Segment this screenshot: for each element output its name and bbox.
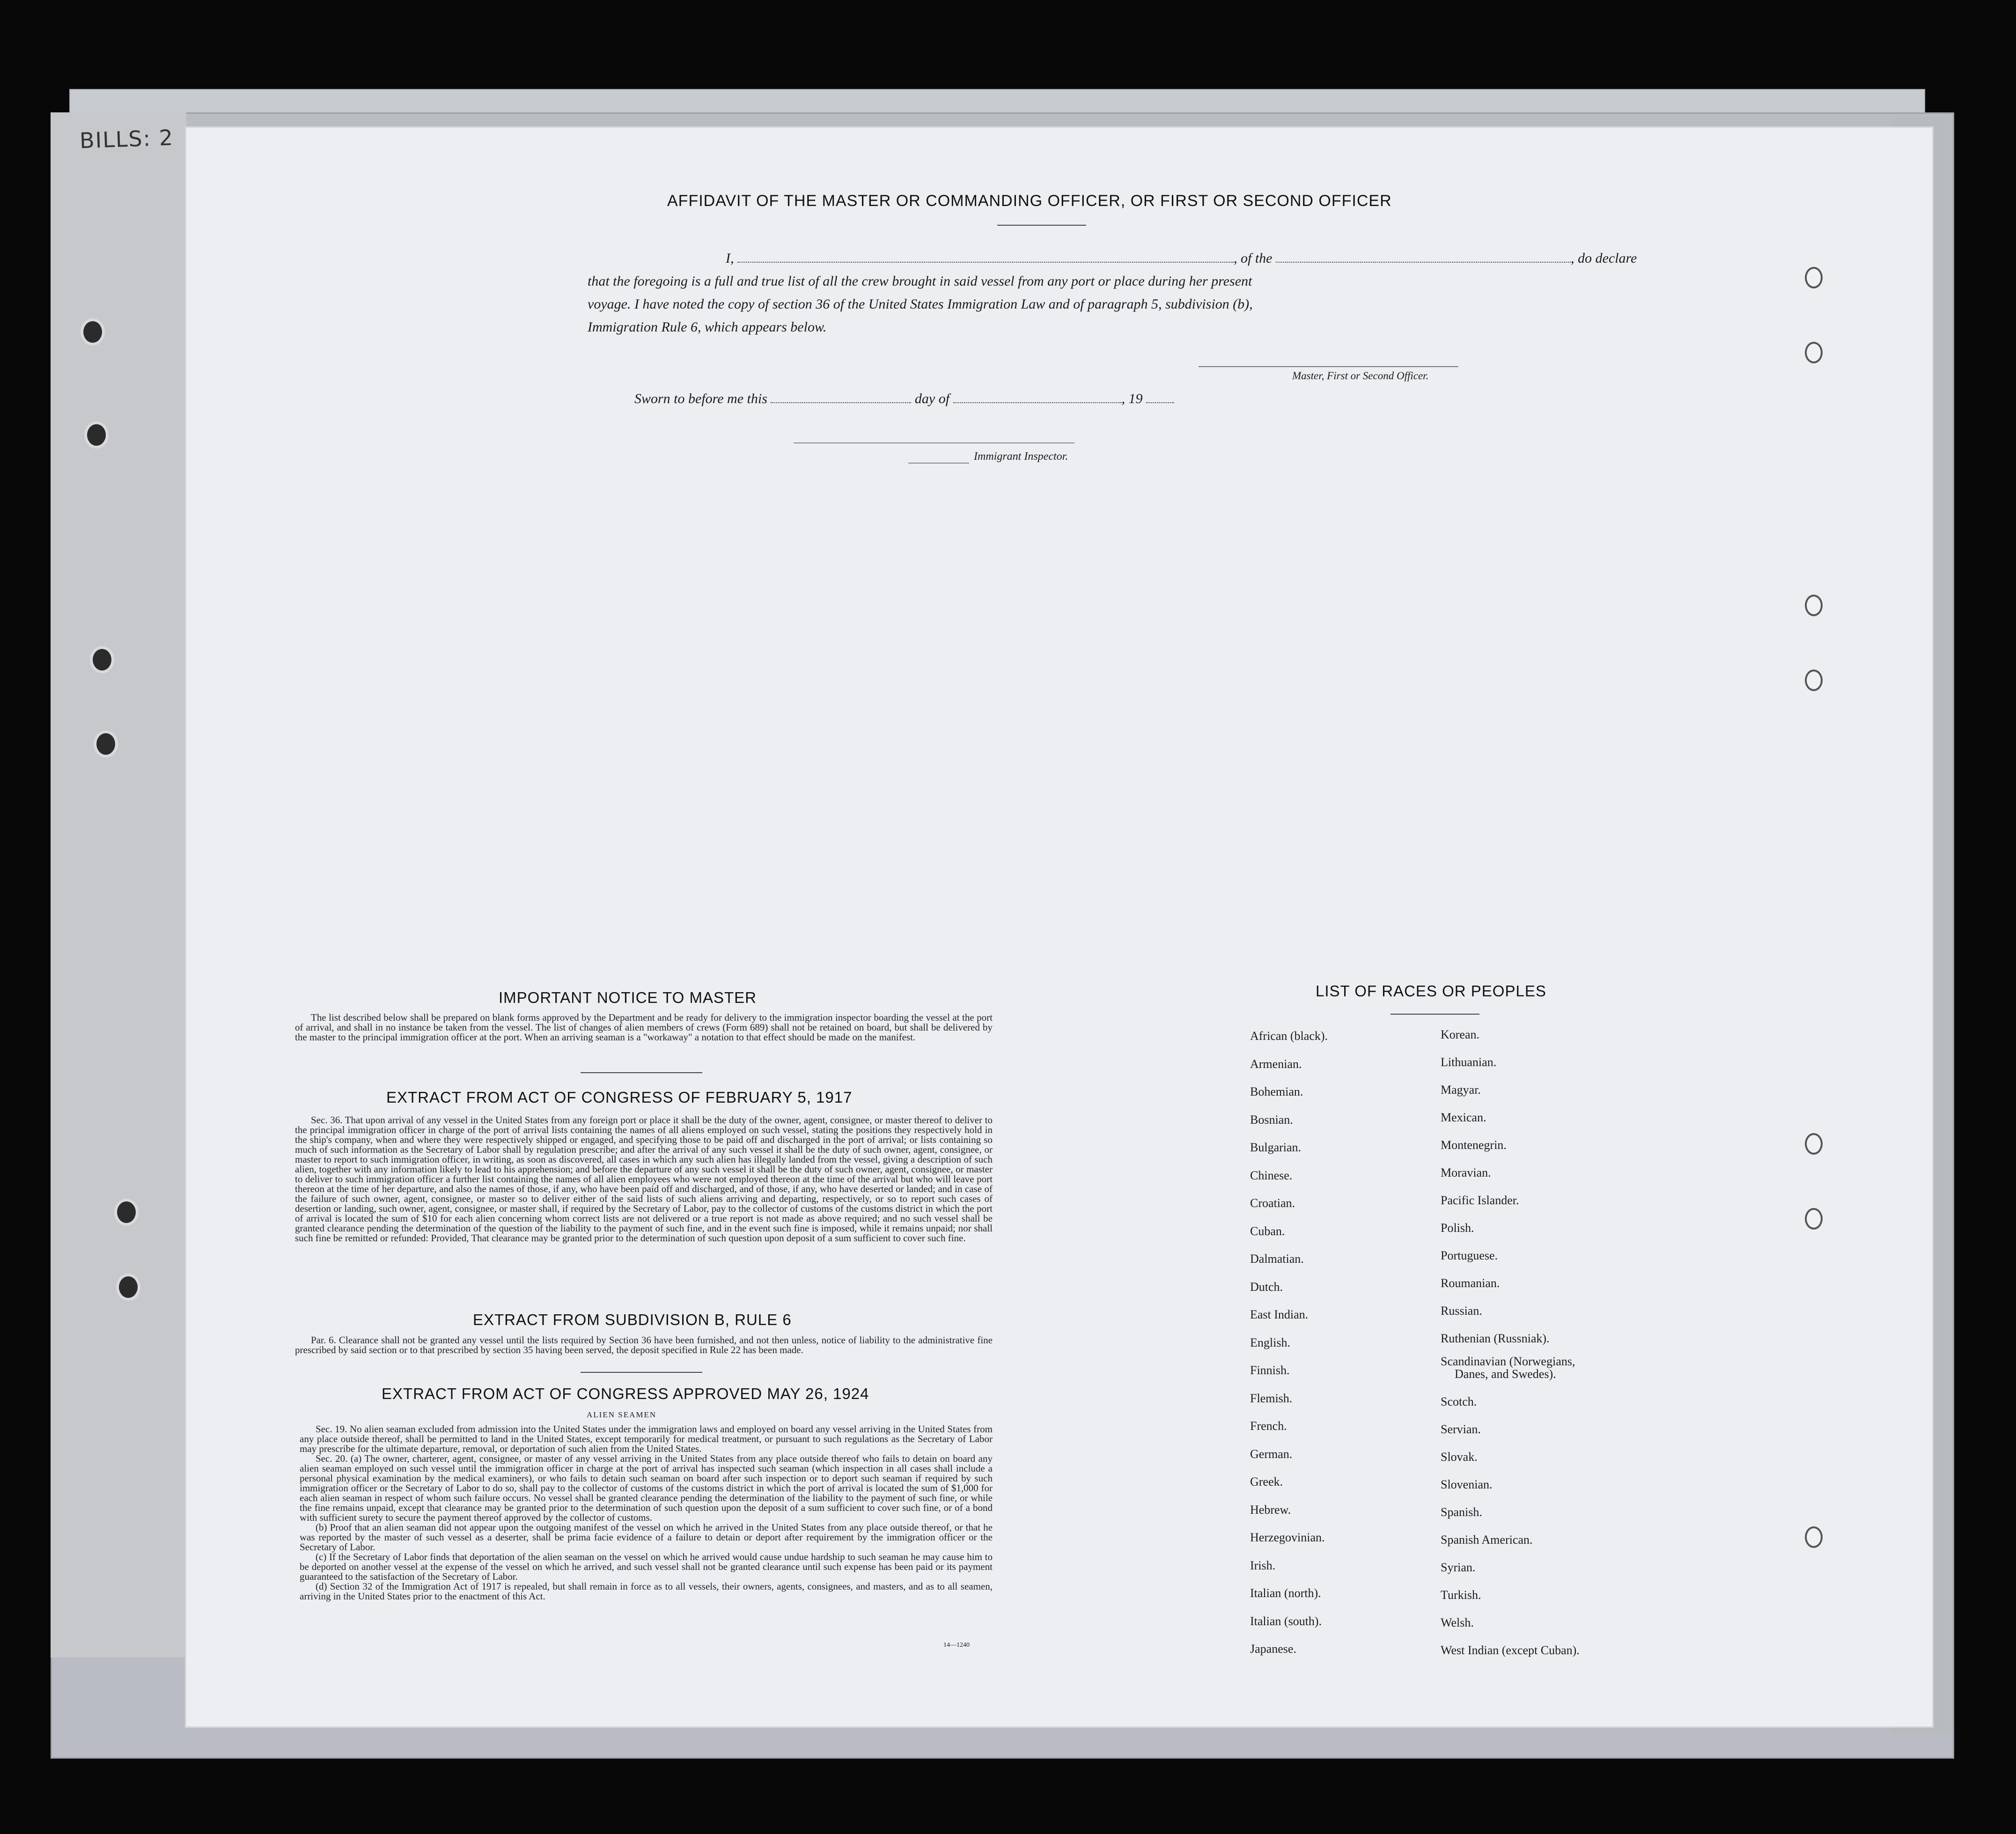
form-number: 14—1240 [943, 1642, 970, 1649]
signature-line[interactable] [1199, 366, 1458, 367]
race-item: Lithuanian. [1441, 1055, 1497, 1069]
race-item: Herzegovinian. [1250, 1531, 1325, 1544]
affidavit-title: AFFIDAVIT OF THE MASTER OR COMMANDING OFFICER, OR FIRST OR SECOND OFFICER [667, 192, 1392, 210]
race-item: Montenegrin. [1441, 1138, 1507, 1152]
race-item: Italian (south). [1250, 1614, 1322, 1628]
race-item: Japanese. [1250, 1642, 1296, 1656]
binder-hole [94, 730, 118, 758]
punch-hole [1805, 1133, 1823, 1155]
divider [1391, 1014, 1479, 1015]
race-item: Scandinavian (Norwegians, [1441, 1355, 1575, 1368]
race-item: Slovenian. [1441, 1478, 1493, 1491]
inspector-line[interactable] [794, 442, 1074, 443]
race-item: Welsh. [1441, 1616, 1474, 1629]
divider [581, 1372, 702, 1373]
race-item: East Indian. [1250, 1308, 1309, 1321]
divider [997, 225, 1086, 226]
name-blank[interactable] [737, 262, 1234, 263]
affidavit-line-3: voyage. I have noted the copy of section 36 of the United States Immigration Law and of paragraph 5, subdivision (b), [588, 296, 1253, 312]
month-blank[interactable] [953, 402, 1122, 403]
race-item: Mexican. [1441, 1111, 1486, 1124]
race-item: African (black). [1250, 1029, 1328, 1043]
race-item: Italian (north). [1250, 1586, 1321, 1600]
race-item: Russian. [1441, 1304, 1482, 1318]
divider [581, 1072, 702, 1073]
binder-hole [90, 646, 114, 673]
notice-text: The list described below shall be prepared on blank forms approved by the Department and be ready for delivery to the immigration inspector boarding the vessel at the port of arrival, and shall in no instance be taken from the vessel. The list of changes of alien members of crews (Form 689) shall not be retained on board, but shall be delivered by the master to the principal immigration officer at the port. When an arriving seaman is a "workaway" a notation to that effect should be made on the manifest. [295, 1012, 993, 1043]
extract-1917-title: EXTRACT FROM ACT OF CONGRESS OF FEBRUARY 5, 1917 [386, 1089, 853, 1106]
punch-hole [1805, 595, 1823, 616]
sec-20b-text: (b) Proof that an alien seaman did not appear upon the outgoing manifest of the vessel on which he arrived in the United States from any place outside thereof, or that he was reported by the master of such vessel as a deserter, shall be prima facie evidence of a failure to detain or deport after requirement by the immigration officer or the Secretary of Labor. [300, 1522, 993, 1553]
punch-hole [1805, 267, 1823, 288]
day-of-label: day of [914, 391, 950, 406]
extract-rule6-text: Par. 6. Clearance shall not be granted any vessel until the lists required by Section 36 have been furnished, and not then unless, notice of liability to the administrative fine prescribed by said section or to that prescribed by section 35 having been served, the deposit specified in Rule 22 has been made. [295, 1334, 993, 1355]
race-item: Turkish. [1441, 1588, 1481, 1602]
race-item: Danes, and Swedes). [1455, 1367, 1556, 1381]
extract-rule6-title: EXTRACT FROM SUBDIVISION B, RULE 6 [473, 1311, 792, 1328]
race-item: Servian. [1441, 1422, 1481, 1436]
race-item: Flemish. [1250, 1391, 1293, 1405]
race-item: Croatian. [1250, 1196, 1295, 1210]
race-item: Greek. [1250, 1475, 1283, 1488]
signature-caption: Master, First or Second Officer. [1292, 370, 1429, 382]
binder-hole [116, 1274, 140, 1301]
extract-rule6-body [295, 1335, 993, 1355]
binder-strip [51, 112, 186, 1657]
affidavit-line-2: that the foregoing is a full and true list of all the crew brought in said vessel from any port or place during her present [588, 273, 1252, 289]
race-item: Magyar. [1441, 1083, 1481, 1097]
affidavit-line-4: Immigration Rule 6, which appears below. [588, 319, 827, 335]
notice-title: IMPORTANT NOTICE TO MASTER [499, 989, 757, 1006]
race-item: Bohemian. [1250, 1085, 1303, 1098]
affidavit-declare: , do declare [1571, 250, 1637, 266]
race-item: Finnish. [1250, 1363, 1290, 1377]
race-item: Bosnian. [1250, 1112, 1293, 1127]
race-item: Roumanian. [1441, 1276, 1500, 1290]
sec-19-text: Sec. 19. No alien seaman excluded from admission into the United States under the immigration laws and employed on board any vessel arriving in the United States from any place outside thereof, shall be permitted to land in the United States, except temporarily for medical treatment, or pursuant to such regulations as the Secretary of Labor may prescribe for the ultimate departure, removal, or deportation of such alien from the United States. [300, 1423, 993, 1454]
race-item: German. [1250, 1447, 1293, 1461]
day-blank[interactable] [771, 402, 911, 403]
affidavit-line-1 [726, 250, 1637, 266]
binder-hole [81, 318, 105, 346]
punch-hole [1805, 342, 1823, 363]
sworn-label: Sworn to before me this [634, 391, 767, 406]
binder-hole [84, 421, 109, 449]
punch-hole [1805, 670, 1823, 691]
race-item: Dalmatian. [1250, 1252, 1304, 1266]
punch-hole [1805, 1208, 1823, 1230]
race-item: Slovak. [1441, 1450, 1478, 1464]
race-item: West Indian (except Cuban). [1441, 1643, 1580, 1657]
race-item: Ruthenian (Russniak). [1441, 1332, 1550, 1345]
race-item: Dutch. [1250, 1280, 1283, 1294]
extract-1924-body [300, 1424, 993, 1601]
manifest-page [185, 126, 1934, 1728]
race-item: Polish. [1441, 1221, 1474, 1235]
race-item: Portuguese. [1441, 1249, 1498, 1262]
race-item: Korean. [1441, 1028, 1480, 1041]
vessel-blank[interactable] [1276, 262, 1571, 263]
race-item: Moravian. [1441, 1166, 1491, 1179]
race-item: Scotch. [1441, 1395, 1477, 1408]
race-item: Hebrew. [1250, 1503, 1291, 1517]
race-item: Chinese. [1250, 1168, 1293, 1182]
race-item: Bulgarian. [1250, 1141, 1302, 1154]
race-item: Spanish. [1441, 1505, 1482, 1519]
race-item: Spanish American. [1441, 1533, 1533, 1547]
race-item: English. [1250, 1335, 1290, 1349]
sec-20d-text: (d) Section 32 of the Immigration Act of 1917 is repealed, but shall remain in force as to all vessels, their owners, agents, consignees, and masters, and as to all seamen, arriving in the United States prior to the enactment of this Act. [300, 1581, 993, 1602]
alien-seamen-subtitle: ALIEN SEAMEN [587, 1410, 657, 1419]
year-blank[interactable] [1146, 402, 1174, 403]
sec-20a-text: Sec. 20. (a) The owner, charterer, agent, consignee, or master of any vessel arriving in the United States from any place outside thereof who fails to detain on board any alien seaman employed on such vessel until the immigration officer in charge at the port of arrival has inspected such seaman (which inspection in all cases shall include a personal physical examination by the medical examiners), or who fails to detain such seaman on board after such inspection or to deport such seaman if required by such immigration officer or the Secretary of Labor to do so, shall pay to the collector of customs of the customs district in which the port of arrival is located the sum of $1,000 for each alien seaman in respect of whom such failure occurs. No vessel shall be granted clearance pending the determination of the liability to the payment of such fine, or while the fine remains unpaid, except that clearance may be granted prior to the determination of such question upon the deposit of a sum sufficient to cover such fine, or of a bond with sufficient surety to secure the payment thereof approved by the collector of customs. [300, 1453, 993, 1523]
inspector-line-2 [908, 463, 969, 464]
binder-hole [114, 1199, 139, 1226]
race-item: Syrian. [1441, 1561, 1476, 1574]
affidavit-of-the: , of the [1234, 250, 1273, 266]
race-item: French. [1250, 1419, 1287, 1433]
year-label: , 19 [1121, 391, 1143, 406]
inspector-caption: Immigrant Inspector. [974, 450, 1068, 463]
extract-1917-body [295, 1115, 993, 1243]
notice-body [295, 1013, 993, 1042]
corner-stamp: BILLS: 2 [79, 125, 174, 154]
extract-1924-title: EXTRACT FROM ACT OF CONGRESS APPROVED MAY 26, 1924 [382, 1385, 869, 1402]
races-title: LIST OF RACES OR PEOPLES [1316, 982, 1546, 1000]
sec-20c-text: (c) If the Secretary of Labor finds that deportation of the alien seaman on the vessel on which he arrived would cause undue hardship to such seaman he may cause him to be deported on another vessel at the expense of the vessel on which he arrived, and such vessel shall not be granted clearance until such expense has been paid or its payment guaranteed to the satisfaction of the Secretary of Labor. [300, 1551, 993, 1582]
race-item: Irish. [1250, 1558, 1276, 1572]
race-item: Pacific Islander. [1441, 1193, 1519, 1207]
sworn-line [634, 391, 1174, 407]
punch-hole [1805, 1526, 1823, 1548]
extract-1917-text: Sec. 36. That upon arrival of any vessel in the United States from any foreign port or place it shall be the duty of the owner, agent, consignee, or master thereof to deliver to the principal immigration officer in charge of the port of arrival lists containing the names of all aliens employed on such vessel, stating the positions they respectively hold in the ship's company, when and where they were respectively shipped or engaged, and specifying those to be paid off and discharged in the port of arrival; or lists containing so much of such information as the Secretary of Labor shall by regulation prescribe; and after the arrival of any such vessel it shall be the duty of such owner, agent, consignee, or master to report to such immigration officer, in writing, as soon as discovered, all cases in which any such alien has illegally landed from the vessel, giving a description of such alien, together with any information likely to lead to his apprehension; and before the departure of any such vessel it shall be the duty of such owner, agent, consignee, or master to deliver to such immigration officer a further list containing the names of all alien employees who were not employed thereon at the time of the arrival but who will leave port thereon at the time of her departure, and also the names of those, if any, who have been paid off and discharged, and of those, if any, who have deserted or landed; and in case of the failure of such owner, agent, consignee, or master so to deliver either of the said lists of such aliens arriving and departing, respectively, or so to report such cases of desertion or landing, such owner, agent, consignee, or master shall, if required by the Secretary of Labor, pay to the collector of customs of the customs district in which the port of arrival is located the sum of $10 for each alien concerning whom correct lists are not delivered or a true report is not made as above required; and no such vessel shall be granted clearance pending the determination of the question of the liability to the payment of such fine, and in the event such fine is imposed, while it remains unpaid; nor shall such fine be remitted or refunded: Provided, That clearance may be granted prior to the determination of such question upon deposit of a sum sufficient to cover such fine. [295, 1114, 993, 1244]
race-item: Cuban. [1250, 1224, 1285, 1238]
affidavit-i: I, [726, 250, 734, 266]
race-item: Armenian. [1250, 1057, 1302, 1071]
